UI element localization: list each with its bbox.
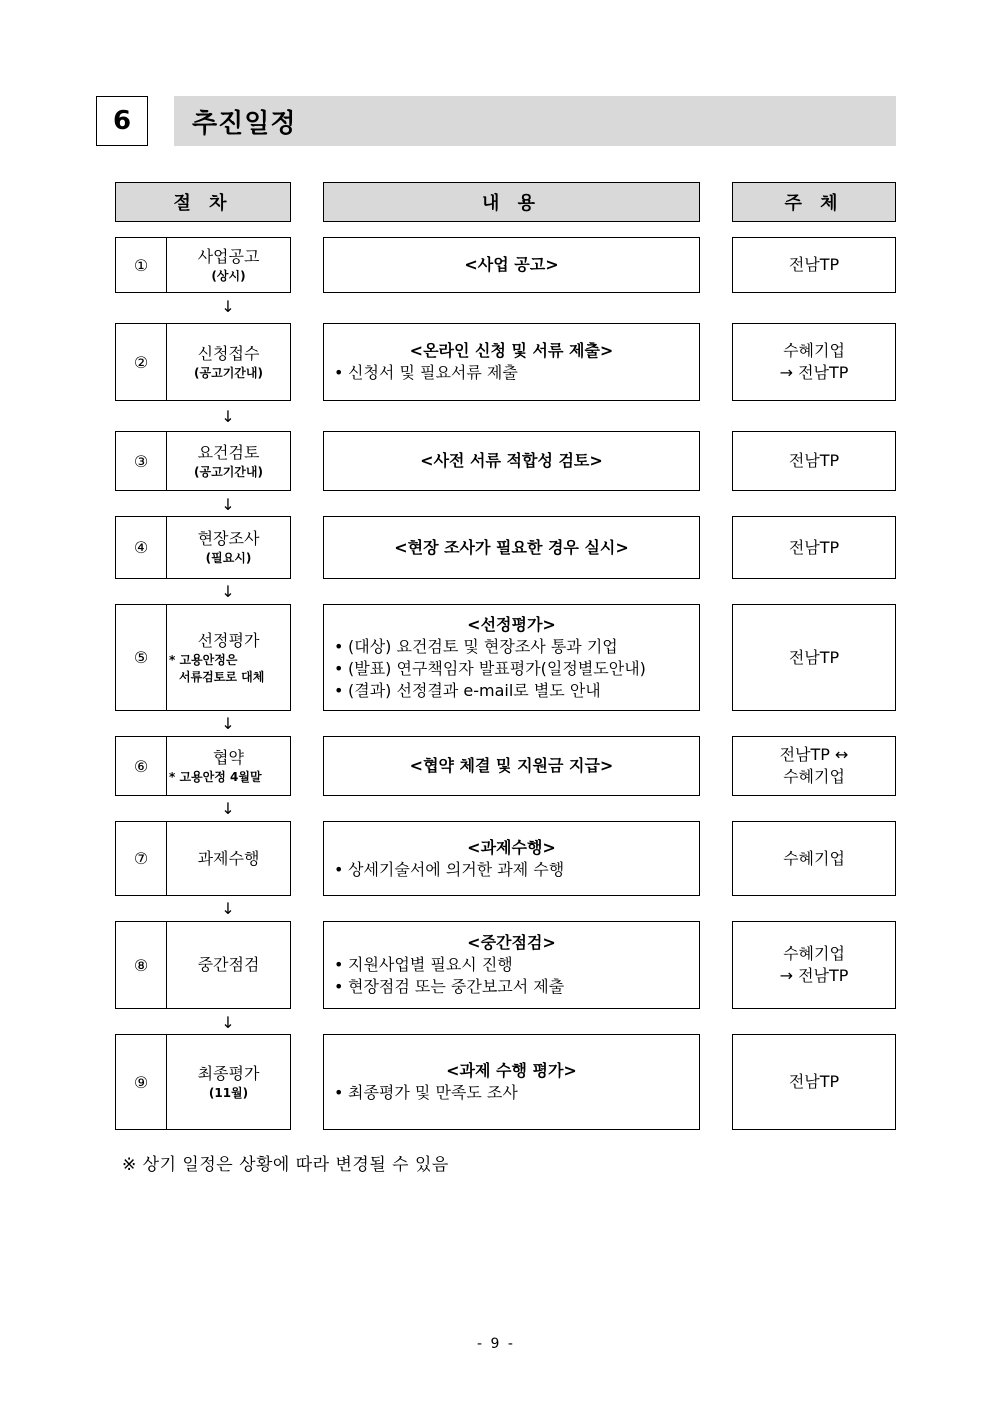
subject-line: 전남TP ↔ [779,745,849,764]
step-box-5 [115,604,291,711]
step-name: 과제수행 [197,848,260,868]
bullet-dot: • [334,680,344,700]
step-name: 선정평가 [197,630,260,650]
bullet-dot: • [334,636,344,656]
subject-line: 수혜기업 [783,767,845,786]
content-box-6 [323,736,700,796]
content-box-5 [323,604,700,711]
bullet-item [334,1082,689,1104]
step-number: ⑨ [116,1035,167,1129]
subject-box-4 [732,516,896,579]
subject-box-3 [732,431,896,491]
flow-arrow: ↓ [221,1013,235,1032]
step-note: * 고용안정은 [169,652,238,667]
step-sub: (11월) [208,1085,249,1100]
flow-arrow: ↓ [221,407,235,426]
subject-line: 전남TP [788,1072,840,1091]
subject-box-9 [732,1034,896,1130]
step-number: ④ [116,517,167,578]
step-text [167,922,290,1008]
content-title: <현장 조사가 필요한 경우 실시> [394,537,629,557]
step-box-6 [115,736,291,796]
bullet-item [334,658,689,680]
bullet-text: 현장점검 또는 중간보고서 제출 [348,977,565,996]
bullet-text: 최종평가 및 만족도 조사 [348,1083,518,1102]
subject-line: → 전남TP [779,363,849,382]
step-sub: (공고기간내) [194,464,263,479]
content-box-1 [323,237,700,293]
step-text [167,822,290,895]
content-box-3 [323,431,700,491]
bullet-text: (결과) 선정결과 e-mail로 별도 안내 [348,680,601,700]
header-step: 절 차 [115,182,291,222]
bullet-dot: • [334,658,344,678]
bullet-item [334,954,689,976]
step-box-3 [115,431,291,491]
content-box-7 [323,821,700,896]
content-title: <사업 공고> [464,255,559,274]
header-content: 내 용 [323,182,700,222]
step-name: 중간점검 [197,955,260,974]
step-box-9 [115,1034,291,1130]
content-box-4 [323,516,700,579]
bullet-item [334,636,689,658]
flow-arrow: ↓ [221,495,235,514]
content-title: <협약 체결 및 지원금 지급> [409,756,614,775]
step-name: 최종평가 [197,1063,260,1083]
subject-line: 전남TP [788,647,840,667]
step-name: 신청접수 [197,343,260,363]
bullet-dot: • [334,363,344,382]
flow-arrow: ↓ [221,899,235,918]
subject-box-5 [732,604,896,711]
step-number: ① [116,238,167,292]
bullet-item [334,859,689,881]
content-title: <중간점검> [467,933,556,952]
subject-line: 전남TP [788,255,840,274]
subject-box-1 [732,237,896,293]
step-note: * 고용안정 4월말 [169,769,262,784]
subject-line: 수혜기업 [783,944,845,963]
step-name: 협약 [213,747,244,767]
subject-line: → 전남TP [779,966,849,985]
content-box-9 [323,1034,700,1130]
content-title: <선정평가> [467,614,556,634]
bullet-item [334,680,689,702]
page-number: - 9 - [477,1336,515,1352]
bullet-text: 상세기술서에 의거한 과제 수행 [348,859,565,879]
bullet-dot: • [334,977,344,996]
step-sub: (상시) [211,268,246,283]
step-text [167,238,290,292]
bullet-text: (발표) 연구책임자 발표평가(일정별도안내) [348,658,646,678]
step-sub: (필요시) [205,551,252,565]
flow-arrow: ↓ [221,582,235,601]
step-box-1 [115,237,291,293]
bullet-text: (대상) 요건검토 및 현장조사 통과 기업 [348,636,618,656]
flow-arrow: ↓ [221,799,235,818]
step-text [167,605,290,710]
bullet-text: 신청서 및 필요서류 제출 [348,363,518,382]
step-number: ⑧ [116,922,167,1008]
flow-arrow: ↓ [221,714,235,733]
bullet-dot: • [334,955,344,974]
subject-box-7 [732,821,896,896]
subject-line: 수혜기업 [783,848,845,868]
bullet-text: 지원사업별 필요시 진행 [348,955,513,974]
content-box-8 [323,921,700,1009]
step-text [167,432,290,490]
section-number: 6 [96,96,148,146]
step-number: ② [116,324,167,400]
step-box-2 [115,323,291,401]
subject-line: 전남TP [788,537,840,557]
subject-line: 전남TP [788,451,840,470]
section-title: 추진일정 [174,96,896,146]
flow-arrow: ↓ [221,297,235,316]
step-note: 서류검토로 대체 [179,669,265,684]
content-title: <과제수행> [467,837,556,857]
content-title: <과제 수행 평가> [446,1061,577,1080]
step-number: ⑤ [116,605,167,710]
subject-box-6 [732,736,896,796]
step-box-8 [115,921,291,1009]
step-text [167,324,290,400]
subject-line: 수혜기업 [783,341,845,360]
step-number: ⑥ [116,737,167,795]
step-text [167,737,290,795]
subject-box-8 [732,921,896,1009]
bullet-item [334,976,689,998]
bullet-dot: • [334,859,344,879]
step-text [167,517,290,578]
content-title: <사전 서류 적합성 검토> [420,451,603,470]
footnote: ※ 상기 일정은 상황에 따라 변경될 수 있음 [122,1155,449,1175]
step-number: ⑦ [116,822,167,895]
content-box-2 [323,323,700,401]
bullet-item [334,362,689,384]
step-name: 사업공고 [197,246,260,266]
step-box-4 [115,516,291,579]
step-text [167,1035,290,1129]
step-sub: (공고기간내) [194,365,263,380]
step-number: ③ [116,432,167,490]
step-name: 요건검토 [197,442,260,462]
bullet-dot: • [334,1083,344,1102]
header-subject: 주 체 [732,182,896,222]
subject-box-2 [732,323,896,401]
step-name: 현장조사 [197,529,260,548]
content-title: <온라인 신청 및 서류 제출> [409,341,614,360]
step-box-7 [115,821,291,896]
